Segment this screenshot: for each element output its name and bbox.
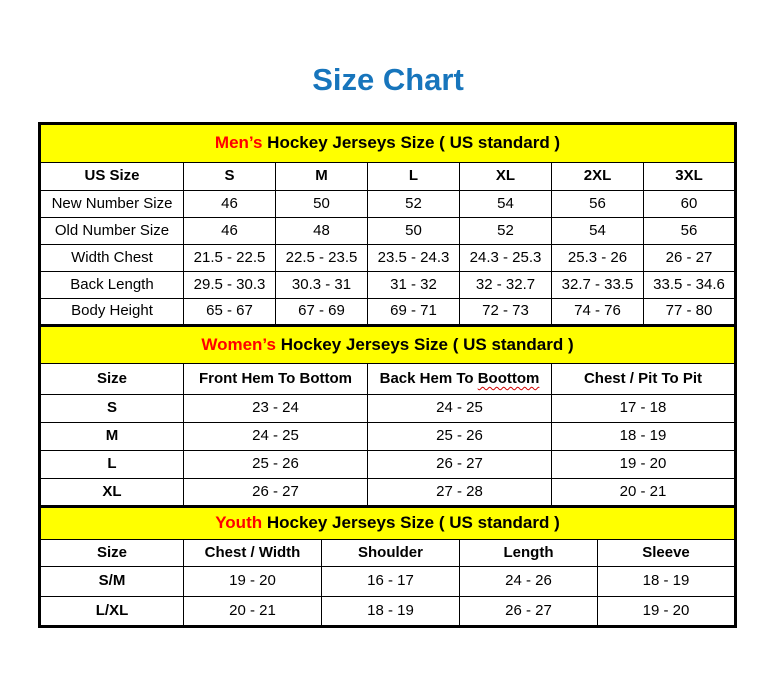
row-label: S bbox=[40, 395, 184, 423]
value-cell: 25 - 26 bbox=[368, 423, 552, 451]
value-cell: 26 - 27 bbox=[184, 479, 368, 507]
men-size-table bbox=[38, 122, 737, 327]
value-cell: 18 - 19 bbox=[322, 597, 460, 627]
youth-size-table bbox=[38, 505, 737, 628]
column-header: Front Hem To Bottom bbox=[184, 364, 368, 395]
column-header: Size bbox=[40, 364, 184, 395]
value-cell: 27 - 28 bbox=[368, 479, 552, 507]
value-cell: 29.5 - 30.3 bbox=[184, 272, 276, 299]
value-cell: 52 bbox=[368, 191, 460, 218]
row-label: Old Number Size bbox=[40, 218, 184, 245]
value-cell: 22.5 - 23.5 bbox=[276, 245, 368, 272]
section-title-text: Hockey Jerseys Size ( US standard ) bbox=[275, 334, 574, 354]
value-cell: 26 - 27 bbox=[368, 451, 552, 479]
table-row bbox=[40, 299, 736, 326]
value-cell: 46 bbox=[184, 191, 276, 218]
value-cell: 19 - 20 bbox=[552, 451, 736, 479]
page-title: Size Chart bbox=[312, 62, 464, 97]
youth-section-header bbox=[40, 507, 736, 540]
value-cell: 24.3 - 25.3 bbox=[460, 245, 552, 272]
column-header: 3XL bbox=[644, 163, 736, 191]
size-chart-tables bbox=[38, 122, 737, 628]
value-cell: 30.3 - 31 bbox=[276, 272, 368, 299]
value-cell: 32 - 32.7 bbox=[460, 272, 552, 299]
value-cell: 31 - 32 bbox=[368, 272, 460, 299]
row-label: Width Chest bbox=[40, 245, 184, 272]
table-row bbox=[40, 163, 736, 191]
value-cell: 52 bbox=[460, 218, 552, 245]
value-cell: 18 - 19 bbox=[598, 567, 736, 597]
value-cell: 74 - 76 bbox=[552, 299, 644, 326]
value-cell: 24 - 25 bbox=[368, 395, 552, 423]
column-header: XL bbox=[460, 163, 552, 191]
table-row bbox=[40, 326, 736, 364]
row-label: M bbox=[40, 423, 184, 451]
column-header: S bbox=[184, 163, 276, 191]
table-row bbox=[40, 567, 736, 597]
table-row bbox=[40, 245, 736, 272]
column-header: Shoulder bbox=[322, 540, 460, 567]
column-header: Chest / Width bbox=[184, 540, 322, 567]
table-row bbox=[40, 272, 736, 299]
value-cell: 46 bbox=[184, 218, 276, 245]
table-row bbox=[40, 540, 736, 567]
row-label: L bbox=[40, 451, 184, 479]
column-header: M bbox=[276, 163, 368, 191]
table-row bbox=[40, 364, 736, 395]
misspelled-word: Boottom bbox=[477, 369, 540, 387]
value-cell: 20 - 21 bbox=[552, 479, 736, 507]
value-cell: 21.5 - 22.5 bbox=[184, 245, 276, 272]
value-cell: 25.3 - 26 bbox=[552, 245, 644, 272]
value-cell: 54 bbox=[552, 218, 644, 245]
column-header: Chest / Pit To Pit bbox=[552, 364, 736, 395]
row-label: New Number Size bbox=[40, 191, 184, 218]
value-cell: 50 bbox=[368, 218, 460, 245]
men-section-header bbox=[40, 124, 736, 163]
column-header-text: Back Hem To bbox=[379, 369, 478, 387]
table-row bbox=[40, 451, 736, 479]
section-highlight: Youth bbox=[215, 513, 263, 533]
value-cell: 25 - 26 bbox=[184, 451, 368, 479]
value-cell: 24 - 26 bbox=[460, 567, 598, 597]
row-label: Body Height bbox=[40, 299, 184, 326]
value-cell: 23 - 24 bbox=[184, 395, 368, 423]
section-title-text: Hockey Jerseys Size ( US standard ) bbox=[262, 513, 560, 533]
value-cell: 60 bbox=[644, 191, 736, 218]
value-cell: 32.7 - 33.5 bbox=[552, 272, 644, 299]
value-cell: 48 bbox=[276, 218, 368, 245]
value-cell: 56 bbox=[644, 218, 736, 245]
row-label: S/M bbox=[40, 567, 184, 597]
value-cell: 23.5 - 24.3 bbox=[368, 245, 460, 272]
value-cell: 18 - 19 bbox=[552, 423, 736, 451]
row-label: L/XL bbox=[40, 597, 184, 627]
value-cell: 33.5 - 34.6 bbox=[644, 272, 736, 299]
column-header: Sleeve bbox=[598, 540, 736, 567]
value-cell: 20 - 21 bbox=[184, 597, 322, 627]
women-size-table bbox=[38, 324, 737, 508]
row-label: XL bbox=[40, 479, 184, 507]
women-section-header bbox=[40, 326, 736, 364]
column-header: Size bbox=[40, 540, 184, 567]
value-cell: 54 bbox=[460, 191, 552, 218]
table-row bbox=[40, 423, 736, 451]
value-cell: 50 bbox=[276, 191, 368, 218]
column-header bbox=[368, 364, 552, 395]
value-cell: 72 - 73 bbox=[460, 299, 552, 326]
value-cell: 19 - 20 bbox=[598, 597, 736, 627]
value-cell: 16 - 17 bbox=[322, 567, 460, 597]
value-cell: 17 - 18 bbox=[552, 395, 736, 423]
table-row bbox=[40, 218, 736, 245]
table-row bbox=[40, 507, 736, 540]
row-label: Back Length bbox=[40, 272, 184, 299]
column-header: US Size bbox=[40, 163, 184, 191]
table-row bbox=[40, 191, 736, 218]
section-highlight: Men’s bbox=[214, 133, 263, 153]
section-title-text: Hockey Jerseys Size ( US standard ) bbox=[262, 133, 561, 153]
value-cell: 77 - 80 bbox=[644, 299, 736, 326]
value-cell: 65 - 67 bbox=[184, 299, 276, 326]
value-cell: 19 - 20 bbox=[184, 567, 322, 597]
section-highlight: Women’s bbox=[201, 334, 276, 354]
value-cell: 26 - 27 bbox=[644, 245, 736, 272]
value-cell: 69 - 71 bbox=[368, 299, 460, 326]
column-header: 2XL bbox=[552, 163, 644, 191]
table-row bbox=[40, 124, 736, 163]
value-cell: 56 bbox=[552, 191, 644, 218]
column-header: Length bbox=[460, 540, 598, 567]
value-cell: 24 - 25 bbox=[184, 423, 368, 451]
column-header: L bbox=[368, 163, 460, 191]
value-cell: 26 - 27 bbox=[460, 597, 598, 627]
table-row bbox=[40, 479, 736, 507]
table-row bbox=[40, 597, 736, 627]
table-row bbox=[40, 395, 736, 423]
value-cell: 67 - 69 bbox=[276, 299, 368, 326]
